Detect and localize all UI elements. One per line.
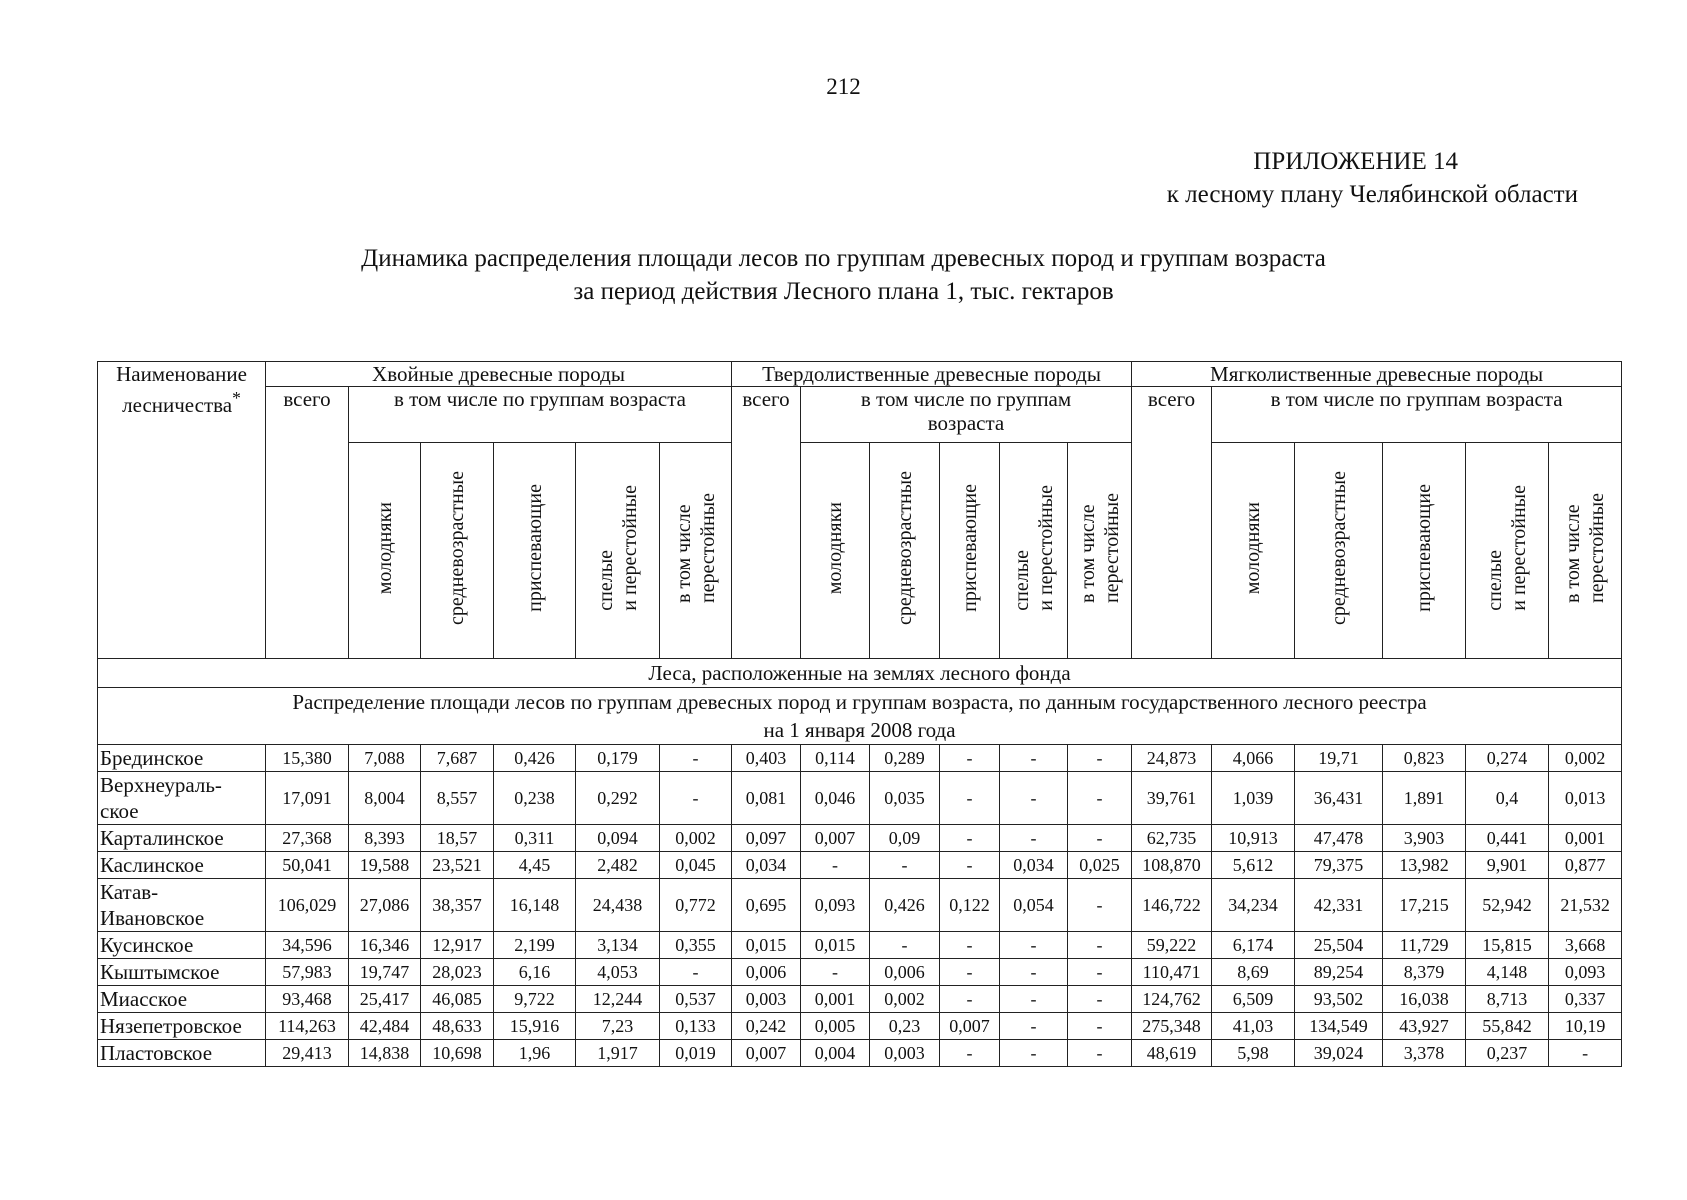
table-cell: 38,357 bbox=[421, 879, 494, 932]
table-cell: 43,927 bbox=[1383, 1013, 1466, 1040]
table-cell: 24,438 bbox=[576, 879, 660, 932]
table-cell: - bbox=[940, 825, 1000, 852]
table-cell: - bbox=[940, 986, 1000, 1013]
table-cell: 12,244 bbox=[576, 986, 660, 1013]
table-cell: 0,122 bbox=[940, 879, 1000, 932]
table-row bbox=[98, 879, 1622, 932]
header-middle-aged-hardwood: средневозрастные bbox=[870, 443, 940, 659]
table-cell: 10,913 bbox=[1212, 825, 1295, 852]
appendix-number: ПРИЛОЖЕНИЕ 14 bbox=[1253, 148, 1458, 175]
table-cell: 0,441 bbox=[1466, 825, 1549, 852]
table-cell: 0,046 bbox=[801, 772, 870, 825]
table-cell: 9,722 bbox=[494, 986, 576, 1013]
table-cell: 8,557 bbox=[421, 772, 494, 825]
appendix-reference: к лесному плану Челябинской области bbox=[1166, 181, 1578, 208]
table-cell: 59,222 bbox=[1132, 932, 1212, 959]
table-cell: - bbox=[1068, 1013, 1132, 1040]
forestry-name: Миасское bbox=[98, 986, 266, 1013]
table-cell: - bbox=[1000, 1013, 1068, 1040]
table-cell: 93,468 bbox=[266, 986, 349, 1013]
table-cell: 55,842 bbox=[1466, 1013, 1549, 1040]
forestry-name: Каслинское bbox=[98, 852, 266, 879]
table-cell: 6,16 bbox=[494, 959, 576, 986]
forestry-name: Кыштымское bbox=[98, 959, 266, 986]
table-cell: 0,877 bbox=[1549, 852, 1622, 879]
table-cell: 17,215 bbox=[1383, 879, 1466, 932]
table-cell: 0,034 bbox=[1000, 852, 1068, 879]
table-cell: 0,823 bbox=[1383, 745, 1466, 772]
table-cell: 18,57 bbox=[421, 825, 494, 852]
table-cell: 79,375 bbox=[1295, 852, 1383, 879]
table-cell: 0,426 bbox=[870, 879, 940, 932]
table-cell: 0,001 bbox=[801, 986, 870, 1013]
header-overmature-softwood: в том числе перестойные bbox=[1549, 443, 1622, 659]
table-cell: - bbox=[1000, 959, 1068, 986]
table-cell: 0,695 bbox=[732, 879, 801, 932]
table-cell: 16,038 bbox=[1383, 986, 1466, 1013]
table-cell: 42,331 bbox=[1295, 879, 1383, 932]
table-cell: - bbox=[870, 932, 940, 959]
table-row bbox=[98, 932, 1622, 959]
table-cell: 0,772 bbox=[660, 879, 732, 932]
table-cell: 124,762 bbox=[1132, 986, 1212, 1013]
table-cell: 36,431 bbox=[1295, 772, 1383, 825]
table-cell: 0,045 bbox=[660, 852, 732, 879]
table-cell: 0,537 bbox=[660, 986, 732, 1013]
table-cell: 10,19 bbox=[1549, 1013, 1622, 1040]
table-cell: 0,013 bbox=[1549, 772, 1622, 825]
table-cell: 15,815 bbox=[1466, 932, 1549, 959]
forest-distribution-table bbox=[97, 361, 1622, 1067]
table-cell: 13,982 bbox=[1383, 852, 1466, 879]
table-cell: 7,088 bbox=[349, 745, 421, 772]
table-cell: 0,09 bbox=[870, 825, 940, 852]
table-header bbox=[98, 362, 1622, 659]
table-cell: 19,71 bbox=[1295, 745, 1383, 772]
table-cell: - bbox=[1068, 932, 1132, 959]
table-cell: - bbox=[1068, 1040, 1132, 1067]
table-cell: 108,870 bbox=[1132, 852, 1212, 879]
table-cell: 0,035 bbox=[870, 772, 940, 825]
table-cell: 23,521 bbox=[421, 852, 494, 879]
header-mature-hardwood: спелые и перестойные bbox=[1000, 443, 1068, 659]
table-row bbox=[98, 772, 1622, 825]
table-cell: - bbox=[801, 852, 870, 879]
table-cell: - bbox=[940, 932, 1000, 959]
header-maturing-softwood: приспевающие bbox=[1383, 443, 1466, 659]
table-cell: - bbox=[1000, 1040, 1068, 1067]
table-cell: 34,596 bbox=[266, 932, 349, 959]
table-cell: 34,234 bbox=[1212, 879, 1295, 932]
table-cell: 3,134 bbox=[576, 932, 660, 959]
table-cell: 0,093 bbox=[801, 879, 870, 932]
table-cell: 0,311 bbox=[494, 825, 576, 852]
header-total-hardwood: всего bbox=[732, 387, 801, 659]
table-cell: 8,713 bbox=[1466, 986, 1549, 1013]
table-cell: 0,337 bbox=[1549, 986, 1622, 1013]
forestry-name: Карталинское bbox=[98, 825, 266, 852]
header-age-conifer: в том числе по группам возраста bbox=[349, 387, 732, 443]
table-cell: 0,114 bbox=[801, 745, 870, 772]
table-cell: 4,066 bbox=[1212, 745, 1295, 772]
table-cell: 21,532 bbox=[1549, 879, 1622, 932]
table-cell: 0,274 bbox=[1466, 745, 1549, 772]
table-cell: 0,426 bbox=[494, 745, 576, 772]
table-cell: 0,004 bbox=[801, 1040, 870, 1067]
header-name-cell bbox=[98, 362, 266, 659]
table-cell: 50,041 bbox=[266, 852, 349, 879]
table-cell: 0,292 bbox=[576, 772, 660, 825]
table-cell: 0,242 bbox=[732, 1013, 801, 1040]
table-cell: 8,393 bbox=[349, 825, 421, 852]
table-cell: 8,379 bbox=[1383, 959, 1466, 986]
table-row bbox=[98, 986, 1622, 1013]
table-cell: - bbox=[1068, 959, 1132, 986]
table-cell: - bbox=[1000, 825, 1068, 852]
table-cell: 1,917 bbox=[576, 1040, 660, 1067]
section-row bbox=[98, 659, 1622, 688]
header-young-hardwood: молодняки bbox=[801, 443, 870, 659]
forestry-name: Брединское bbox=[98, 745, 266, 772]
table-cell: 0,4 bbox=[1466, 772, 1549, 825]
table-cell: 0,007 bbox=[940, 1013, 1000, 1040]
table-cell: 16,346 bbox=[349, 932, 421, 959]
table-cell: 39,024 bbox=[1295, 1040, 1383, 1067]
table-cell: 0,133 bbox=[660, 1013, 732, 1040]
header-age-softwood: в том числе по группам возраста bbox=[1212, 387, 1622, 443]
table-cell: 48,619 bbox=[1132, 1040, 1212, 1067]
table-cell: 12,917 bbox=[421, 932, 494, 959]
table-cell: 110,471 bbox=[1132, 959, 1212, 986]
table-cell: 0,006 bbox=[732, 959, 801, 986]
table-cell: 42,484 bbox=[349, 1013, 421, 1040]
table-cell: 4,45 bbox=[494, 852, 576, 879]
table-cell: 28,023 bbox=[421, 959, 494, 986]
table-row bbox=[98, 852, 1622, 879]
table-cell: 0,093 bbox=[1549, 959, 1622, 986]
table-row bbox=[98, 1040, 1622, 1067]
table-cell: 0,001 bbox=[1549, 825, 1622, 852]
table-row bbox=[98, 825, 1622, 852]
forestry-name: Катав- Ивановское bbox=[98, 879, 266, 932]
table-cell: 29,413 bbox=[266, 1040, 349, 1067]
table-cell: 0,002 bbox=[870, 986, 940, 1013]
table-cell: 0,015 bbox=[801, 932, 870, 959]
table-cell: - bbox=[940, 745, 1000, 772]
table-cell: - bbox=[870, 852, 940, 879]
table-cell: 57,983 bbox=[266, 959, 349, 986]
header-mature-conifer: спелые и перестойные bbox=[576, 443, 660, 659]
table-cell: - bbox=[1000, 986, 1068, 1013]
table-cell: 11,729 bbox=[1383, 932, 1466, 959]
header-young-conifer: молодняки bbox=[349, 443, 421, 659]
table-cell: 0,002 bbox=[660, 825, 732, 852]
header-group-softwood: Мягколиственные древесные породы bbox=[1132, 362, 1622, 387]
table-cell: 52,942 bbox=[1466, 879, 1549, 932]
table-cell: 0,094 bbox=[576, 825, 660, 852]
section-title: Леса, расположенные на землях лесного фонда bbox=[98, 659, 1622, 688]
table-cell: - bbox=[1549, 1040, 1622, 1067]
table-cell: - bbox=[1000, 932, 1068, 959]
table-cell: 2,199 bbox=[494, 932, 576, 959]
table-cell: 0,003 bbox=[732, 986, 801, 1013]
table-cell: 0,081 bbox=[732, 772, 801, 825]
table-cell: - bbox=[1000, 772, 1068, 825]
table-cell: - bbox=[940, 772, 1000, 825]
header-asterisk: * bbox=[232, 388, 241, 408]
document-title bbox=[0, 242, 1687, 308]
table-cell: 46,085 bbox=[421, 986, 494, 1013]
table-cell: 15,916 bbox=[494, 1013, 576, 1040]
table-cell: 25,504 bbox=[1295, 932, 1383, 959]
table-cell: 62,735 bbox=[1132, 825, 1212, 852]
subsection-row bbox=[98, 688, 1622, 745]
table-cell: 15,380 bbox=[266, 745, 349, 772]
table-cell: - bbox=[1068, 825, 1132, 852]
table-cell: - bbox=[801, 959, 870, 986]
header-young-softwood: молодняки bbox=[1212, 443, 1295, 659]
table-cell: 134,549 bbox=[1295, 1013, 1383, 1040]
table-cell: 24,873 bbox=[1132, 745, 1212, 772]
table-cell: 0,019 bbox=[660, 1040, 732, 1067]
table-cell: 146,722 bbox=[1132, 879, 1212, 932]
table-row bbox=[98, 1013, 1622, 1040]
table-cell: 0,007 bbox=[801, 825, 870, 852]
table-cell: 106,029 bbox=[266, 879, 349, 932]
table-cell: 0,097 bbox=[732, 825, 801, 852]
table-cell: 0,003 bbox=[870, 1040, 940, 1067]
table-cell: 0,006 bbox=[870, 959, 940, 986]
header-group-conifer: Хвойные древесные породы bbox=[266, 362, 732, 387]
table-cell: 1,039 bbox=[1212, 772, 1295, 825]
table-cell: 19,588 bbox=[349, 852, 421, 879]
table-cell: 4,148 bbox=[1466, 959, 1549, 986]
table-cell: 114,263 bbox=[266, 1013, 349, 1040]
table-cell: - bbox=[660, 959, 732, 986]
header-total-softwood: всего bbox=[1132, 387, 1212, 659]
header-group-hardwood: Твердолиственные древесные породы bbox=[732, 362, 1132, 387]
table-cell: 0,238 bbox=[494, 772, 576, 825]
header-mature-softwood: спелые и перестойные bbox=[1466, 443, 1549, 659]
table-cell: - bbox=[1068, 745, 1132, 772]
table-cell: - bbox=[940, 959, 1000, 986]
table-cell: 16,148 bbox=[494, 879, 576, 932]
table-cell: 27,086 bbox=[349, 879, 421, 932]
forestry-name: Кусинское bbox=[98, 932, 266, 959]
table-cell: 0,23 bbox=[870, 1013, 940, 1040]
table-cell: 6,174 bbox=[1212, 932, 1295, 959]
forestry-name: Пластовское bbox=[98, 1040, 266, 1067]
table-cell: 4,053 bbox=[576, 959, 660, 986]
table-cell: 39,761 bbox=[1132, 772, 1212, 825]
header-maturing-hardwood: приспевающие bbox=[940, 443, 1000, 659]
table-cell: 10,698 bbox=[421, 1040, 494, 1067]
table-cell: 1,891 bbox=[1383, 772, 1466, 825]
table-cell: 27,368 bbox=[266, 825, 349, 852]
table-cell: - bbox=[940, 1040, 1000, 1067]
table-cell: 93,502 bbox=[1295, 986, 1383, 1013]
table-cell: 0,007 bbox=[732, 1040, 801, 1067]
title-line-1: Динамика распределения площади лесов по группам древесных пород и группам возраста bbox=[361, 245, 1326, 272]
table-cell: 0,179 bbox=[576, 745, 660, 772]
table-cell: - bbox=[940, 852, 1000, 879]
header-age-hardwood: в том числе по группам возраста bbox=[801, 387, 1132, 443]
header-overmature-conifer: в том числе перестойные bbox=[660, 443, 732, 659]
header-maturing-conifer: приспевающие bbox=[494, 443, 576, 659]
table-cell: 47,478 bbox=[1295, 825, 1383, 852]
table-cell: - bbox=[1000, 745, 1068, 772]
table-cell: 9,901 bbox=[1466, 852, 1549, 879]
table-cell: 25,417 bbox=[349, 986, 421, 1013]
table-cell: - bbox=[660, 745, 732, 772]
header-middle-aged-softwood: средневозрастные bbox=[1295, 443, 1383, 659]
header-overmature-hardwood: в том числе перестойные bbox=[1068, 443, 1132, 659]
table-row bbox=[98, 745, 1622, 772]
table-cell: 0,025 bbox=[1068, 852, 1132, 879]
table-cell: 5,98 bbox=[1212, 1040, 1295, 1067]
table-cell: 8,004 bbox=[349, 772, 421, 825]
table-cell: 3,903 bbox=[1383, 825, 1466, 852]
table-cell: 0,355 bbox=[660, 932, 732, 959]
table-row bbox=[98, 959, 1622, 986]
table-cell: - bbox=[660, 772, 732, 825]
table-cell: 0,034 bbox=[732, 852, 801, 879]
table-cell: 0,237 bbox=[1466, 1040, 1549, 1067]
table-cell: - bbox=[1068, 879, 1132, 932]
table-cell: 3,668 bbox=[1549, 932, 1622, 959]
table-cell: 41,03 bbox=[1212, 1013, 1295, 1040]
table-cell: 5,612 bbox=[1212, 852, 1295, 879]
table-cell: 7,687 bbox=[421, 745, 494, 772]
table-cell: 1,96 bbox=[494, 1040, 576, 1067]
table-cell: - bbox=[1068, 772, 1132, 825]
title-line-2: за период действия Лесного плана 1, тыс. гектаров bbox=[573, 278, 1114, 305]
header-name: Наименование лесничества bbox=[116, 362, 247, 417]
forestry-name: Нязепетровское bbox=[98, 1013, 266, 1040]
table-cell: 0,002 bbox=[1549, 745, 1622, 772]
header-total-conifer: всего bbox=[266, 387, 349, 659]
table-cell: 48,633 bbox=[421, 1013, 494, 1040]
table-cell: 3,378 bbox=[1383, 1040, 1466, 1067]
table-cell: 0,054 bbox=[1000, 879, 1068, 932]
table-cell: 6,509 bbox=[1212, 986, 1295, 1013]
page-number: 212 bbox=[826, 74, 861, 99]
table-body bbox=[98, 659, 1622, 1067]
table-cell: 275,348 bbox=[1132, 1013, 1212, 1040]
table-cell: 8,69 bbox=[1212, 959, 1295, 986]
table-cell: 0,403 bbox=[732, 745, 801, 772]
table-cell: 89,254 bbox=[1295, 959, 1383, 986]
table-cell: 14,838 bbox=[349, 1040, 421, 1067]
table-cell: 0,005 bbox=[801, 1013, 870, 1040]
table-cell: 19,747 bbox=[349, 959, 421, 986]
header-middle-aged-conifer: средневозрастные bbox=[421, 443, 494, 659]
table-cell: 17,091 bbox=[266, 772, 349, 825]
table-cell: - bbox=[1068, 986, 1132, 1013]
appendix-heading bbox=[1000, 145, 1578, 211]
forestry-name: Верхнеураль- ское bbox=[98, 772, 266, 825]
table-cell: 0,015 bbox=[732, 932, 801, 959]
table-cell: 2,482 bbox=[576, 852, 660, 879]
table-cell: 7,23 bbox=[576, 1013, 660, 1040]
subsection-title: Распределение площади лесов по группам древесных пород и группам возраста, по данным государственного лесного реестра на 1 января 2008 года bbox=[98, 688, 1622, 745]
table-cell: 0,289 bbox=[870, 745, 940, 772]
